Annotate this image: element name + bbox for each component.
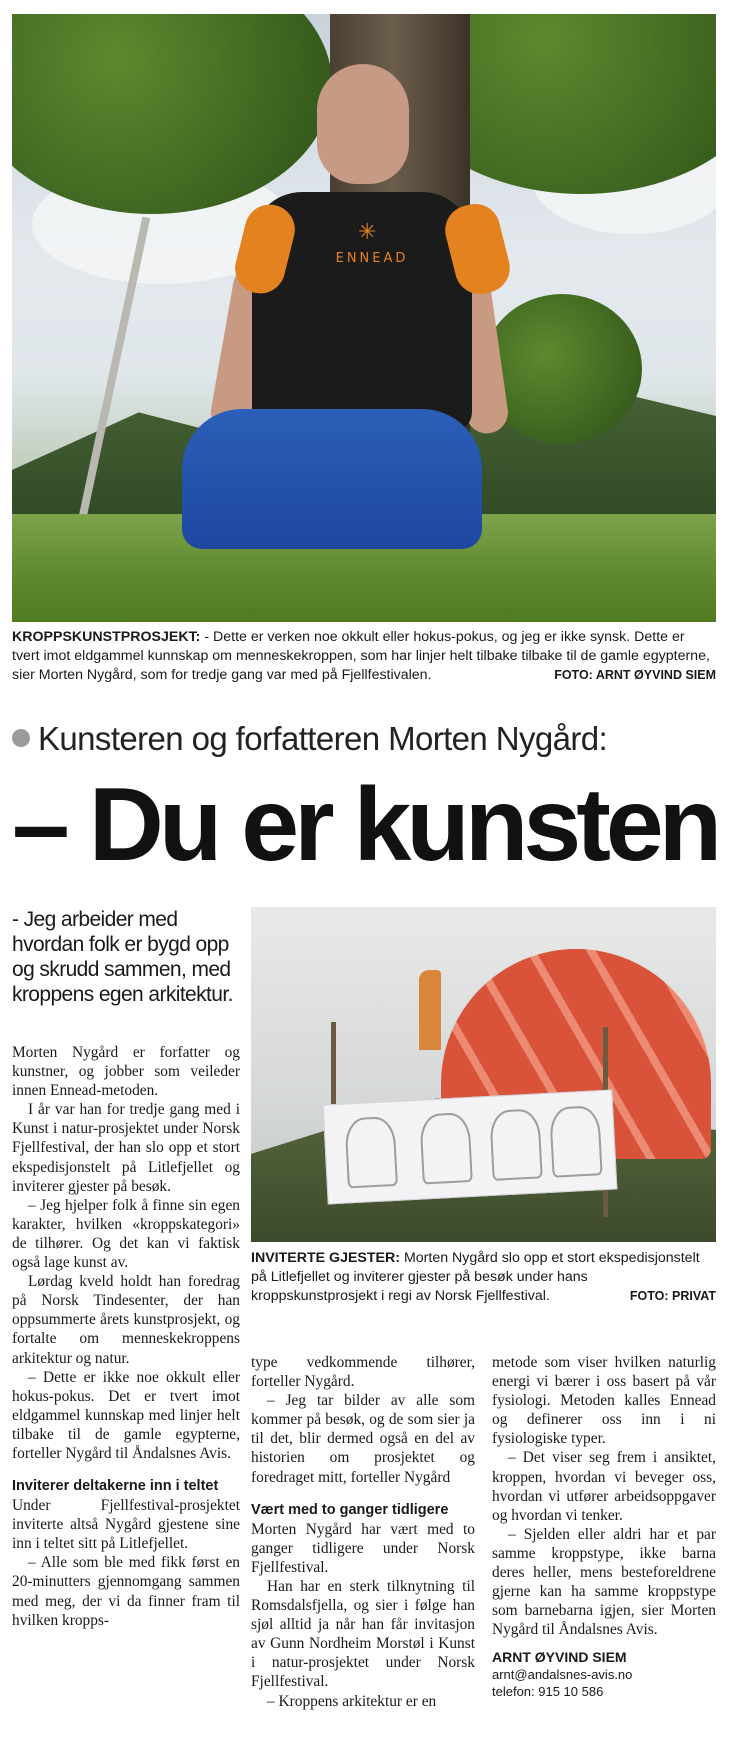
shirt-logo-text: ENNEAD [335,251,409,266]
paragraph: – Jeg hjelper folk å finne sin egen karakter, hvilken «kroppskategori» de tilhører. Og det kan vi faktisk også lage kunst av. [12,1196,240,1272]
paragraph: – Jeg tar bilder av alle som kommer på besøk, og de som sier ja til det, blir dermed også en del av historien om prosjektet og foredraget mitt, forteller Nygård [251,1392,475,1486]
paragraph: Morten Nygård er forfatter og kunstner, og jobber som veileder innen Ennead-metoden. [12,1044,240,1100]
byline-phone: telefon: 915 10 586 [492,1684,604,1700]
paragraph: – Sjelden eller aldri har et par samme kroppstype, ikke barna deres heller, mens besteforeldrene gjerne kan ha samme kroppstype som barnebarna igjen, sier Morten Nygård til Åndalsnes Avis. [492,1525,716,1639]
headline: – Du er kunsten [12,767,718,883]
tent-caption-text: Morten Nygård slo opp et stort ekspedisjonstelt på Litlefjellet og inviterer gjester på besøk under hans kroppskunstprosjekt i regi av Norsk Fjellfestival. [251,1250,700,1304]
tent-caption [251,1249,716,1306]
body-column-1 [12,1043,240,1630]
kicker [12,720,716,758]
paragraph: – Dette er ikke noe okkult eller hokus-pokus. Det er tvert imot eldgammel kunnskap med linjer helt tilbake til de gamle egypterne, forteller Nygård til Åndalsnes Avis. [12,1368,240,1462]
ennead-logo-icon: ✳ [358,219,377,244]
kicker-text: Kunsteren og forfatteren Morten Nygård: [38,720,608,757]
tent-caption-lead: INVITERTE GJESTER: [251,1250,400,1266]
paragraph: type vedkommende tilhører, forteller Nygård. [251,1354,475,1391]
paragraph: Under Fjellfestival-prosjektet inviterte altså Nygård gjestene sine inn i teltet sitt på Litlefjellet. [12,1497,240,1553]
tent-photo [251,907,716,1242]
intro-lead: - Jeg arbeider med hvordan folk er bygd opp og skrudd sammen, med kroppens egen arkitektur. [12,908,233,1006]
bullet-dot-icon [12,729,30,747]
byline-email[interactable]: arnt@andalsnes-avis.no [492,1667,633,1683]
paragraph: Lørdag kveld holdt han foredrag på Norsk Tindesenter, der han oppsummerte årets kunstprosjekt, og fortalte om menneskekroppens arkitektur og natur. [12,1273,240,1367]
subheading: Inviterer deltakerne inn i teltet [12,1478,219,1495]
hero-photo-credit: FOTO: ARNT ØYVIND SIEM [554,668,716,682]
paragraph: Han har en sterk tilknytning til Romsdalsfjella, og sier i følge han sjøl alltid ja når han får invitasjon av Gunn Nordheim Morstøl i Kunst i natur-prosjektet under Norsk Fjellfestival. [251,1577,475,1691]
paragraph: I år var han for tredje gang med i Kunst i natur-prosjektet under Norsk Fjellfestival, der han slo opp et stort ekspedisjonstelt på Litlefjellet og inviterer gjester på besøk. [12,1101,240,1195]
hero-photo [12,14,716,622]
hero-caption-lead: KROPPSKUNSTPROSJEKT: [12,629,201,645]
paragraph: – Alle som ble med fikk først en 20-minutters gjennomgang sammen med meg, der vi da finner fram til hvilken kropps- [12,1554,240,1629]
subheading: Vært med to ganger tidligere [251,1501,449,1518]
hero-caption-text: - Dette er verken noe okkult eller hokus-pokus, og jeg er ikke synsk. Dette er tvert imot eldgammel kunnskap om menneskekroppen, som har linjer helt tilbake tilbake til de gamle egypterne, sier Morten Nygård, som for tredje gang var med på Fjellfestivalen. [12,629,710,683]
paragraph: metode som viser hvilken naturlig energi vi bærer i oss basert på vår fysiologi. Metoden kalles Ennead og definerer oss inn i ni fysiologiske typer. [492,1354,716,1448]
paragraph: – Det viser seg frem i ansiktet, kroppen, hvordan vi beveger oss, hvordan vi utfører arbeidsoppgaver og hvordan vi tenker. [492,1449,716,1524]
body-column-2 [251,1353,475,1711]
hero-caption [12,628,716,685]
tent-photo-credit: FOTO: PRIVAT [629,1289,716,1303]
byline-name: ARNT ØYVIND SIEM [492,1649,627,1666]
byline [492,1649,716,1700]
paragraph: Morten Nygård har vært med to ganger tidligere under Norsk Fjellfestival. [251,1520,475,1576]
paragraph: – Kroppens arkitektur er en [267,1692,437,1710]
body-column-3 [492,1353,716,1700]
